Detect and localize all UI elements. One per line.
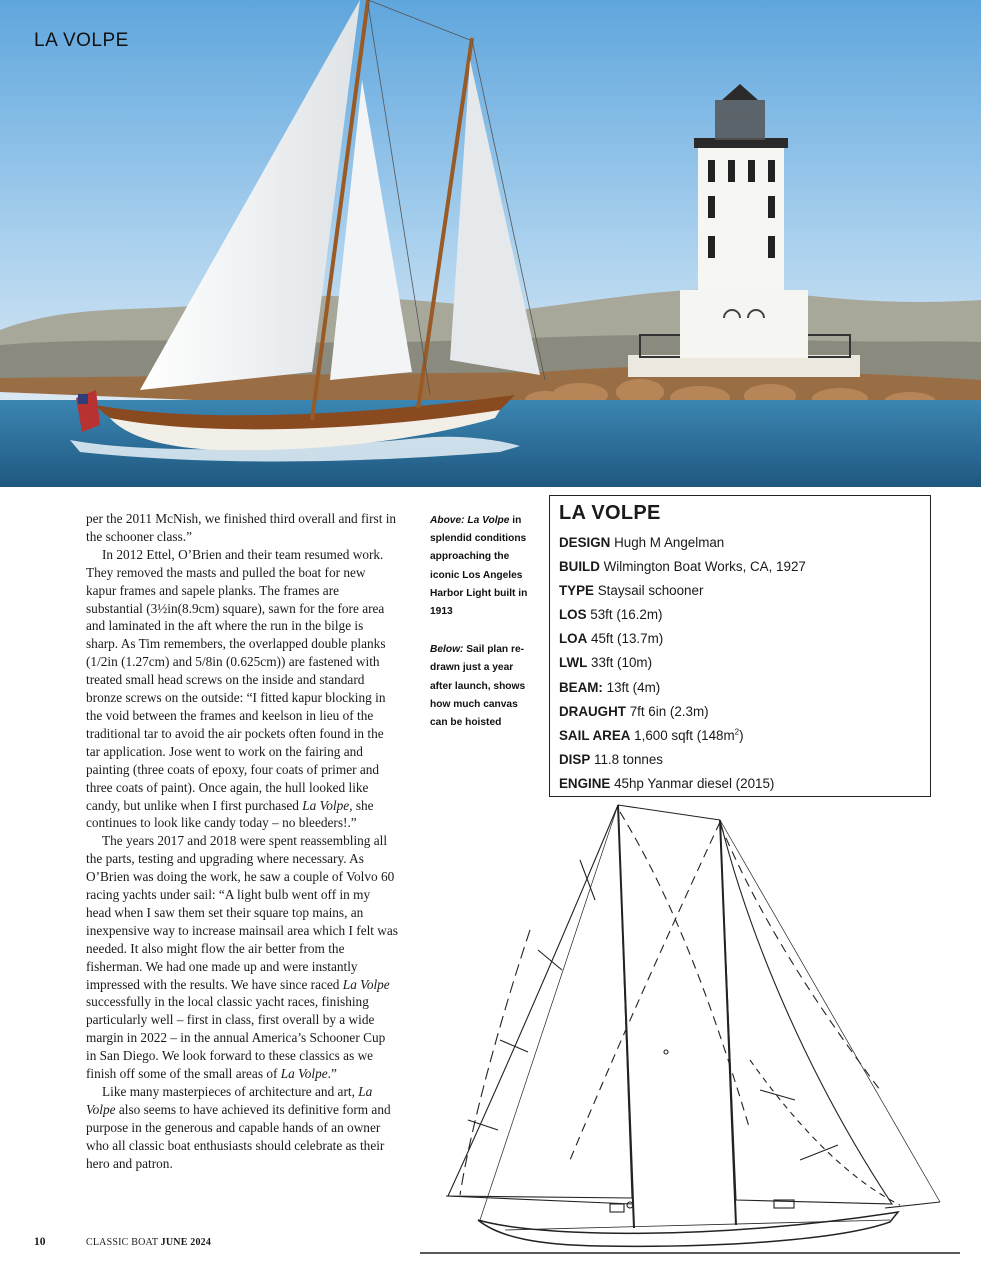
sail-plan-drawing	[420, 800, 960, 1260]
spec-row-loa: LOA 45ft (13.7m)	[559, 631, 664, 647]
caption-above: Above: La Volpe in splendid conditions approaching the iconic Los Angeles Harbor Light built in 1913	[430, 515, 528, 618]
hero-photo	[0, 0, 981, 487]
photo-captions	[430, 512, 528, 752]
spec-box	[549, 495, 931, 797]
caption-below: Below: Sail plan re-drawn just a year after launch, shows how much canvas can be hoisted	[430, 644, 526, 729]
spec-row-sail-area: SAIL AREA 1,600 sqft $(148m^2)$	[559, 727, 744, 743]
spec-row-beam: BEAM: 13ft (4m)	[559, 679, 661, 695]
spec-row-lwl: LWL 33ft (10m)	[559, 655, 653, 671]
spec-title: LA VOLPE	[559, 502, 661, 524]
schooner-lighthouse-photo	[0, 0, 981, 487]
article-body	[86, 510, 398, 1173]
spec-row-draught: DRAUGHT 7ft 6in (2.3m)	[559, 703, 709, 719]
page-number: 10	[34, 1236, 46, 1248]
paragraph: The years 2017 and 2018 were spent reassembling all the parts, testing and upgrading where necessary. As O’Brien was doing the work, he saw a couple of Volvo 60 racing yachts under sail: “A light bulb went off in my head when I saw them set their square top mains, an inexpensive way to increase mainsail area which I felt was needed. It also might flow the air better from the fisherman. We had one made up and were instantly impressed with the results. We have since raced La Volpe successfully in the local classic yacht races, finishing particularly well – first in class, first overall by a wide margin in 2022 – in the annual America’s Schooner Cup in San Diego. We look forward to these classics as we finish off some of the small areas of La Volpe.”	[86, 833, 398, 1082]
spec-row-disp: DISP 11.8 tonnes	[559, 751, 663, 767]
paragraph: Like many masterpieces of architecture and art, La Volpe also seems to have achieved its definitive form and purpose in the generous and capable hands of an owner who all classic boat enthusiasts should celebrate as their hero and patron.	[86, 1084, 391, 1171]
spec-row-design: DESIGN Hugh M Angelman	[559, 535, 725, 550]
spec-row-type: TYPE Staysail schooner	[559, 583, 704, 599]
paragraph: In 2012 Ettel, O’Brien and their team resumed work. They removed the masts and pulled the boat for new kapur frames and sapele planks. The frames are substantial (3½in(8.9cm) square), sawn for the fore area and laminated in the aft where the run in the bilge is sharp. As Tim remembers, the overlapped double planks (1/2in (1.27cm) and 5/8in (0.625cm)) are fastened with treated small head screws on the inside and standard bronze screws on the outside: “I fitted kapur blocking in the void between the frames and keelson in lieu of the traditional tar to avoid the air pockets often found in the tar application. Jose went to work on the fairing and painting (three coats of epoxy, four coats of primer and three coats of paint). Once again, the hull looked like candy, but unlike when I first purchased La Volpe, she continues to look like candy today – no bleeders!.”	[86, 546, 386, 831]
spec-row-build: BUILD Wilmington Boat Works, CA, 1927	[559, 559, 806, 575]
spec-row-engine: ENGINE 45hp Yanmar diesel (2015)	[559, 775, 775, 791]
section-label: LA VOLPE	[34, 30, 129, 51]
running-footer: CLASSIC BOAT JUNE 2024	[86, 1237, 212, 1248]
spec-row-los: LOS 53ft (16.2m)	[559, 607, 663, 623]
paragraph: per the 2011 McNish, we finished third overall and first in the schooner class.”	[86, 511, 397, 544]
sail-plan-illustration	[420, 800, 960, 1260]
